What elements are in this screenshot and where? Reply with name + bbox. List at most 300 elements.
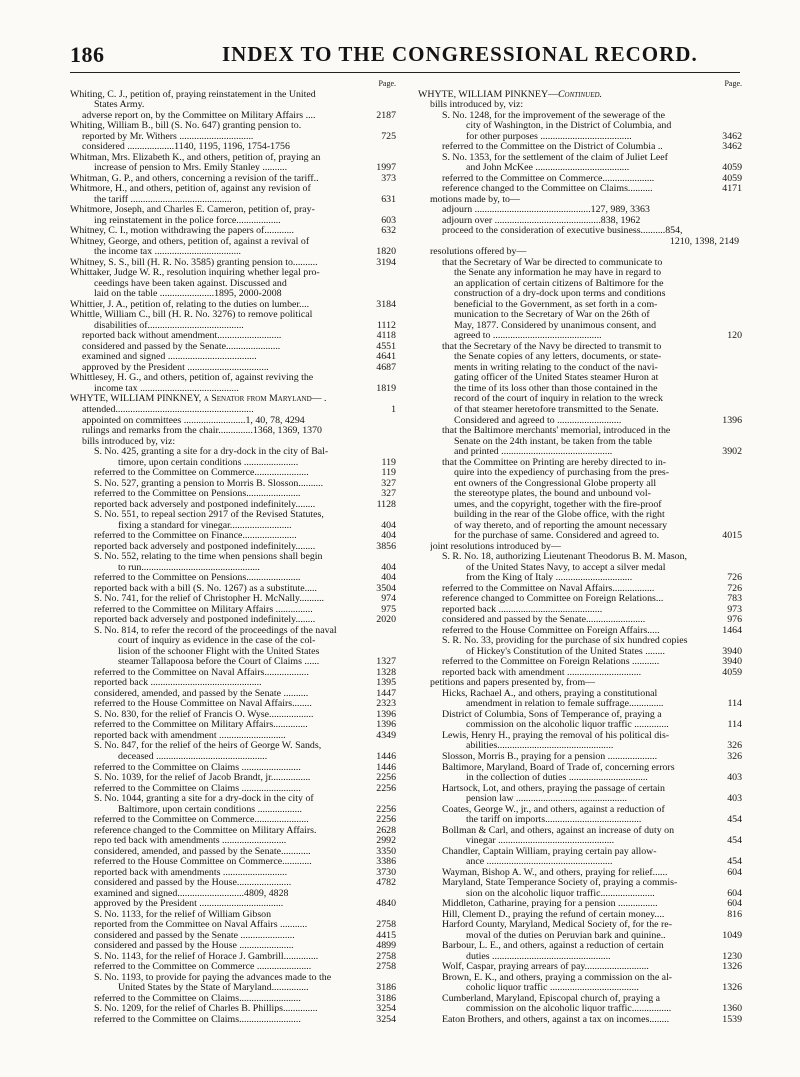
index-line-text: referred to the Committee on Military Affairs ............... — [94, 604, 313, 615]
index-line-text: States Army. — [94, 100, 145, 111]
index-line-text: United States by the State of Maryland............... — [118, 983, 309, 994]
index-line — [70, 111, 396, 122]
index-line-text: referred to the Committee on Commerce ...................... — [94, 962, 312, 973]
index-line-text: the tariff ......................................... — [94, 194, 232, 205]
index-line — [418, 237, 742, 248]
index-line — [70, 352, 396, 363]
index-line — [70, 279, 396, 290]
index-page-ref: 403 — [727, 793, 742, 805]
index-line — [418, 437, 742, 448]
index-line-text: S. R. No. 18, authorizing Lieutenant Theodorus B. M. Mason, — [442, 552, 688, 563]
index-line-text: for other purposes ..................................... — [466, 131, 632, 142]
index-line — [418, 605, 742, 616]
index-line — [418, 90, 742, 101]
index-page-ref: 1049 — [722, 929, 742, 941]
index-line-text: umes, and the copyright, together with the fire-proof — [454, 499, 662, 510]
index-line-text: the time of its loss other than those contained in the — [454, 383, 658, 394]
index-line-text: S. No. 1248, for the improvement of the sewerage of the — [442, 110, 665, 121]
index-line-text: Wolf, Caspar, praying arrears of pay.......................... — [442, 962, 649, 973]
index-page-ref: 1 — [391, 403, 396, 415]
index-line-text: increase of pension to Mrs. Emily Stanley .......... — [94, 163, 288, 174]
index-line — [70, 636, 396, 647]
index-page-ref: 603 — [381, 214, 396, 226]
index-line-text: Middleton, Catharine, praying for a pension ................ — [442, 899, 658, 910]
index-page-ref: 4171 — [722, 183, 742, 195]
index-line — [418, 563, 742, 574]
index-line-text: attended........................................................ — [82, 404, 254, 415]
index-page-ref: 1326 — [722, 961, 742, 973]
index-line-text: the stereotype plates, the bound and unbound vol- — [454, 489, 651, 500]
index-line — [70, 500, 396, 511]
index-line-text: referred to the Committee on Commerce...................... — [94, 468, 309, 479]
index-line-text: considered and passed by the Senate...................... — [82, 341, 281, 352]
index-page-ref: 976 — [727, 614, 742, 626]
index-line-text: of the United States Navy, to accept a silver medal — [466, 562, 666, 573]
index-line-text: considered and passed by the Senate ...................... — [94, 930, 295, 941]
index-line — [70, 857, 396, 868]
index-line-text: reported back with amendments .......................... — [94, 867, 288, 878]
index-line-text: moval of the duties on Peruvian bark and quinine.. — [466, 930, 666, 941]
index-line-text: rulings and remarks from the chair..............1368, 1369, 1370 — [82, 426, 322, 437]
index-line — [418, 300, 742, 311]
index-line — [70, 184, 396, 195]
index-line-text: adjourn ...............................................127, 989, 3363 — [442, 205, 650, 216]
index-page-ref: 3350 — [376, 845, 396, 857]
index-line — [70, 458, 396, 469]
index-line — [70, 952, 396, 963]
index-line — [70, 815, 396, 826]
index-page-ref: 404 — [381, 561, 396, 573]
index-line — [70, 216, 396, 227]
index-line-text: ance ................................................... — [466, 857, 613, 868]
index-line — [70, 247, 396, 258]
index-page-ref: 4641 — [376, 351, 396, 363]
index-page-ref: 327 — [381, 488, 396, 500]
index-line — [70, 468, 396, 479]
index-line-text: the Senate copies of any letters, documents, or state- — [454, 352, 662, 363]
index-line-text: reference changed to the Committee on Military Affairs. — [94, 825, 317, 836]
index-page-ref: 114 — [727, 719, 742, 731]
index-line-text: S. No. 1039, for the relief of Jacob Brandt, jr................ — [94, 773, 311, 784]
index-line-text: S. No. 830, for the relief of Francis O. Wyse.................. — [94, 709, 314, 720]
index-page-ref: 454 — [727, 814, 742, 826]
index-line-text: appointed on committees .........................1, 40, 78, 4294 — [82, 415, 305, 426]
index-page-ref: 2256 — [376, 814, 396, 826]
index-page-ref: 373 — [381, 172, 396, 184]
index-line — [70, 237, 396, 248]
index-page-ref: 4551 — [376, 340, 396, 352]
index-line — [70, 878, 396, 889]
index-line-text: Baltimore, Maryland, Board of Trade of, concerning errors — [442, 762, 675, 773]
index-page-ref: 974 — [381, 593, 396, 605]
index-line-text: abilities............................................... — [466, 741, 614, 752]
index-page-ref: 2020 — [376, 614, 396, 626]
index-column-right — [418, 79, 742, 1025]
index-line-text: referred to the Committee on Claims......................... — [94, 993, 301, 1004]
index-line — [418, 468, 742, 479]
index-line-text: beneficial to the Government, as set forth in a com- — [454, 299, 658, 310]
index-line-text: reported back with a bill (S. No. 1267) as a substitute..... — [94, 583, 317, 594]
index-line — [418, 910, 742, 921]
index-page-ref: 1820 — [376, 246, 396, 258]
index-line-text: reported by Mr. Withers .............................. — [82, 131, 254, 142]
index-line — [70, 552, 396, 563]
index-line — [70, 805, 396, 816]
index-line — [418, 594, 742, 605]
index-line-text: Whiting, C. J., petition of, praying reinstatement in the United — [70, 89, 316, 100]
index-entries — [418, 90, 742, 1026]
index-line — [70, 994, 396, 1005]
index-line — [70, 331, 396, 342]
index-line — [418, 710, 742, 721]
index-line-text: S. No. 1044, granting a site for a dry-dock in the city of — [94, 794, 314, 805]
index-line-text: considered ...................1140, 1195, 1196, 1754-1756 — [82, 142, 290, 153]
index-line — [70, 910, 396, 921]
index-line-text: Slosson, Morris B., praying for a pension .................... — [442, 752, 658, 762]
page-column-heading: Page. — [378, 79, 396, 88]
index-line — [70, 510, 396, 521]
index-line-text: that the Baltimore merchants' memorial, introduced in the — [442, 426, 671, 437]
index-page-ref: 3504 — [376, 582, 396, 594]
index-page-ref: 2256 — [376, 803, 396, 815]
index-line — [70, 268, 396, 279]
index-line-text: Maryland, State Temperance Society of, praying a commis- — [442, 878, 678, 889]
index-line — [418, 647, 742, 658]
index-line — [418, 363, 742, 374]
index-entries — [70, 90, 396, 1026]
index-line-text: Whitmore, H., and others, petition of, against any revision of — [70, 184, 311, 195]
index-line-text: approved by the President .................................. — [94, 899, 284, 910]
index-line — [70, 1004, 396, 1015]
index-line-text: referred to the House Committee on Naval Affairs........ — [94, 699, 312, 710]
index-line — [418, 720, 742, 731]
index-line-text: S. No. 425, granting a site for a dry-dock in the city of Bal- — [94, 447, 329, 458]
index-line-text: ent owners of the Congressional Globe property all — [454, 478, 657, 489]
index-line-text: Harford County, Maryland, Medical Society of, for the re- — [442, 920, 672, 931]
index-page-ref: 3940 — [722, 645, 742, 657]
index-page-ref: 3462 — [722, 141, 742, 153]
index-line-text: reported back ............................................. — [94, 678, 262, 689]
index-line — [418, 447, 742, 458]
index-line-text: S. No. 814, to refer the record of the proceedings of the naval — [94, 625, 337, 636]
index-line-text: gating officer of the United States steamer Huron at — [454, 373, 659, 384]
index-page-ref: 3902 — [722, 446, 742, 458]
index-line-text: of Hickey's Constitution of the United States ........ — [466, 646, 665, 657]
index-line — [418, 100, 742, 111]
index-line-text: WHYTE, WILLIAM PINKNEY—Continued. — [418, 89, 603, 100]
index-line — [70, 657, 396, 668]
index-line — [418, 1004, 742, 1015]
index-line — [418, 500, 742, 511]
index-line — [418, 1015, 742, 1026]
index-page-ref: 4415 — [376, 929, 396, 941]
index-line-text: Baltimore, upon certain conditions .................. — [118, 804, 303, 815]
index-line — [70, 699, 396, 710]
index-line-text: construction of a dry-dock upon terms and conditions — [454, 289, 666, 300]
index-line — [70, 615, 396, 626]
index-page-ref: 1446 — [376, 761, 396, 773]
index-line — [70, 542, 396, 553]
index-line — [418, 205, 742, 216]
index-page-ref: 726 — [727, 582, 742, 594]
index-line-text: Cumberland, Maryland, Episcopal church of, praying a — [442, 993, 661, 1004]
index-page-ref: 4840 — [376, 898, 396, 910]
index-page-ref: 404 — [381, 519, 396, 531]
index-line — [70, 90, 396, 101]
index-line-text: S. No. 552, relating to the time when pensions shall begin — [94, 552, 323, 563]
index-page-ref: 1396 — [376, 719, 396, 731]
index-line — [70, 163, 396, 174]
index-line-text: that the Secretary of the Navy be directed to transmit to — [442, 341, 662, 352]
index-page-ref: 3940 — [722, 656, 742, 668]
index-line-text: the Senate any information he may have in regard to — [454, 268, 662, 279]
index-line-text: S. No. 741, for the relief of Christopher H. McNally.......... — [94, 594, 325, 605]
index-line-text: Eaton Brothers, and others, against a tax on incomes........ — [442, 1014, 670, 1025]
index-line — [418, 794, 742, 805]
index-page-ref: 1464 — [722, 624, 742, 636]
index-line — [70, 784, 396, 795]
index-line — [418, 289, 742, 300]
index-page-ref: 1446 — [376, 751, 396, 762]
index-line — [70, 689, 396, 700]
index-page-ref: 2256 — [376, 772, 396, 784]
index-line — [418, 184, 742, 195]
index-line — [418, 899, 742, 910]
index-line-text: examined and signed .................................... — [82, 352, 257, 363]
index-line-text: resolutions offered by— — [430, 247, 527, 258]
index-line — [418, 132, 742, 143]
index-line-text: S. No. 1143, for the relief of Horace J. Gambrill.............. — [94, 951, 319, 962]
index-line-text: adjourn over ...........................................838, 1962 — [442, 215, 641, 226]
index-line-text: bills introduced by, viz: — [430, 100, 524, 111]
index-line-text: referred to the Committee on Naval Affairs................. — [442, 583, 655, 594]
index-line — [70, 605, 396, 616]
index-line-text: reported back .......................................... — [442, 604, 603, 615]
index-line — [418, 342, 742, 353]
index-line — [70, 321, 396, 332]
index-line-text: referred to the Committee on the District of Columbia .. — [442, 142, 663, 153]
index-line — [418, 479, 742, 490]
index-page-ref: 1328 — [376, 666, 396, 678]
index-line-text: reported back with amendment .............................. — [442, 667, 642, 678]
index-page-ref: 403 — [727, 772, 742, 784]
index-line-text: city of Washington, in the District of Columbia, and — [466, 121, 672, 132]
index-line — [418, 458, 742, 469]
index-page-ref: 2323 — [376, 698, 396, 710]
index-line-text: referred to the Committee on Pensions...................... — [94, 489, 301, 500]
index-line-text: ceedings have been taken against. Discussed and — [94, 278, 287, 289]
index-page-ref: 4059 — [722, 172, 742, 184]
index-line-text: Hartsock, Lot, and others, praying the passage of certain — [442, 783, 665, 794]
index-page-ref: 975 — [381, 603, 396, 615]
index-line-text: examined and signed...........................4809, 4828 — [94, 888, 289, 899]
index-line-text: referred to the Committee on Commerce...................... — [94, 815, 309, 826]
page-header — [70, 40, 740, 68]
index-line-text: proceed to the consideration of executive business..........854, — [442, 226, 683, 237]
index-line — [70, 1015, 396, 1026]
index-line — [418, 678, 742, 689]
index-line — [70, 405, 396, 416]
index-line-text: disabilities of....................................... — [94, 320, 244, 331]
index-line — [418, 689, 742, 700]
page-number: 186 — [70, 42, 105, 67]
index-column-left — [70, 79, 396, 1025]
index-page-ref: 1396 — [376, 708, 396, 720]
index-line — [70, 889, 396, 900]
index-page-ref: 4782 — [376, 877, 396, 889]
index-line-text: referred to the House Committee on Commerce............ — [94, 857, 312, 868]
index-line-text: 1210, 1398, 2149 — [669, 236, 739, 247]
index-line-text: income tax ........................................ — [94, 383, 239, 394]
index-line-text: amendment in relation to female suffrage.............. — [466, 699, 664, 710]
index-line-text: Whitney, S. S., bill (H. R. No. 3585) granting pension to.......... — [70, 257, 318, 268]
index-line — [418, 142, 742, 153]
index-line — [418, 815, 742, 826]
index-line-text: adverse report on, by the Committee on Military Affairs .... — [82, 110, 316, 121]
index-line-text: munication to the Secretary of War on the 26th of — [454, 310, 650, 321]
index-line — [70, 437, 396, 448]
index-line — [70, 363, 396, 374]
index-line — [418, 405, 742, 416]
index-line — [70, 100, 396, 111]
index-line — [70, 983, 396, 994]
index-line — [418, 973, 742, 984]
index-page-ref: 1360 — [722, 1003, 742, 1015]
index-line — [70, 773, 396, 784]
index-line — [70, 794, 396, 805]
index-page-ref: 1395 — [376, 677, 396, 689]
index-line-text: to run................................................ — [118, 562, 260, 573]
index-line — [70, 521, 396, 532]
index-line — [418, 394, 742, 405]
index-line — [418, 836, 742, 847]
index-line-text: referred to the Committee on Finance...................... — [94, 531, 297, 542]
index-line — [70, 741, 396, 752]
index-line — [70, 962, 396, 973]
index-line — [418, 279, 742, 290]
index-page-ref: 3254 — [376, 1013, 396, 1025]
index-line-text: referred to the Committee on Claims......................... — [94, 1014, 301, 1025]
index-line-text: considered and passed by the House ...................... — [94, 941, 294, 952]
index-page-ref: 2187 — [376, 109, 396, 121]
index-line — [70, 384, 396, 395]
index-line-text: Senate on the 24th instant, be taken from the table — [454, 436, 652, 447]
index-line — [418, 121, 742, 132]
index-line-text: quire into the expediency of purchasing from the pres- — [454, 468, 669, 479]
index-line-text: S. No. 1193, to provide for paying the advances made to the — [94, 972, 332, 983]
index-line — [418, 310, 742, 321]
index-line — [418, 826, 742, 837]
index-line — [418, 962, 742, 973]
index-line-text: an application of certain citizens of Baltimore for the — [454, 278, 664, 289]
index-line — [70, 121, 396, 132]
index-page-ref: 114 — [727, 698, 742, 710]
index-line — [418, 573, 742, 584]
index-line-text: reported back with amendment ........................... — [94, 730, 286, 741]
index-line-text: S. No. 551, to repeal section 2917 of the Revised Statutes, — [94, 510, 324, 521]
index-line-text: and John McKee ...................................... — [466, 163, 630, 174]
index-line-text: and printed ............................................. — [454, 447, 613, 458]
page-column-heading: Page. — [724, 79, 742, 88]
index-line-text: Hill, Clement D., praying the refund of certain money.... — [442, 909, 665, 920]
index-line — [70, 626, 396, 637]
index-line-text: Whittaker, Judge W. R., resolution inquiring whether legal pro- — [70, 268, 320, 279]
index-line — [70, 416, 396, 427]
index-line — [70, 763, 396, 774]
index-line-text: referred to the Committee on Naval Affairs.................. — [94, 667, 309, 678]
index-line-text: coholic liquor traffic .................................... — [466, 983, 639, 994]
index-page-ref: 1997 — [376, 162, 396, 174]
index-line — [70, 132, 396, 143]
index-line — [418, 331, 742, 342]
index-line-text: referred to the Committee on Claims ........................ — [94, 762, 301, 773]
index-line-text: Wayman, Bishop A. W., and others, praying for relief...... — [442, 867, 668, 878]
index-line — [70, 668, 396, 679]
index-line — [70, 479, 396, 490]
index-page-ref: 2628 — [376, 824, 396, 836]
index-page-ref: 1128 — [376, 498, 396, 510]
index-line — [70, 258, 396, 269]
index-page-ref: 326 — [727, 740, 742, 752]
index-line-text: Chandler, Captain William, praying certain pay allow- — [442, 846, 657, 857]
index-line — [418, 868, 742, 879]
index-line — [418, 994, 742, 1005]
index-line-text: referred to the Committee on Foreign Relations ........... — [442, 657, 660, 668]
index-page-ref: 783 — [727, 593, 742, 605]
index-line-text: referred to the Committee on Commerce..................... — [442, 173, 655, 184]
index-page-ref: 726 — [727, 572, 742, 584]
index-line — [70, 899, 396, 910]
index-line — [70, 226, 396, 237]
index-line-text: May, 1877. Considered by unanimous consent, and — [454, 320, 657, 331]
index-line — [418, 889, 742, 900]
index-line — [70, 720, 396, 731]
index-page-ref: 3186 — [376, 982, 396, 994]
index-line — [418, 226, 742, 237]
index-page-ref: 604 — [727, 887, 742, 899]
index-page-ref: 3254 — [376, 1003, 396, 1015]
index-page-ref: 1447 — [376, 687, 396, 699]
index-page-ref: 3462 — [722, 130, 742, 142]
index-line-text: of way thereto, and of reporting the amount necessary — [454, 520, 668, 531]
index-line — [70, 447, 396, 458]
index-page-ref: 1396 — [722, 414, 742, 426]
index-line — [418, 805, 742, 816]
index-line-text: reported back without amendment.......................... — [82, 331, 282, 342]
index-line-text: for the purchase of same. Considered and agreed to. — [454, 531, 660, 542]
index-line-text: steamer Tallapoosa before the Court of Claims ...... — [118, 657, 320, 668]
index-page-ref: 327 — [381, 477, 396, 489]
index-page-ref: 2758 — [376, 919, 396, 931]
index-line — [418, 784, 742, 795]
index-page-ref: 3730 — [376, 866, 396, 878]
index-line-text: that the Secretary of War be directed to communicate to — [442, 257, 663, 268]
continued-label: Continued. — [557, 89, 603, 100]
index-line — [70, 941, 396, 952]
index-line-text: referred to the Committee on Military Affairs.............. — [94, 720, 308, 731]
index-line-text: reference changed to the Committee on Claims.......... — [442, 184, 653, 195]
index-line — [418, 699, 742, 710]
index-line — [418, 373, 742, 384]
index-line — [70, 289, 396, 300]
index-line — [418, 510, 742, 521]
index-line — [70, 647, 396, 658]
index-page-ref: 1539 — [722, 1013, 742, 1025]
index-page-ref: 404 — [381, 530, 396, 542]
index-line — [418, 321, 742, 332]
index-line-text: repo ted back with amendments .......................... — [94, 836, 287, 847]
index-line-text: motions made by, to— — [430, 194, 520, 205]
